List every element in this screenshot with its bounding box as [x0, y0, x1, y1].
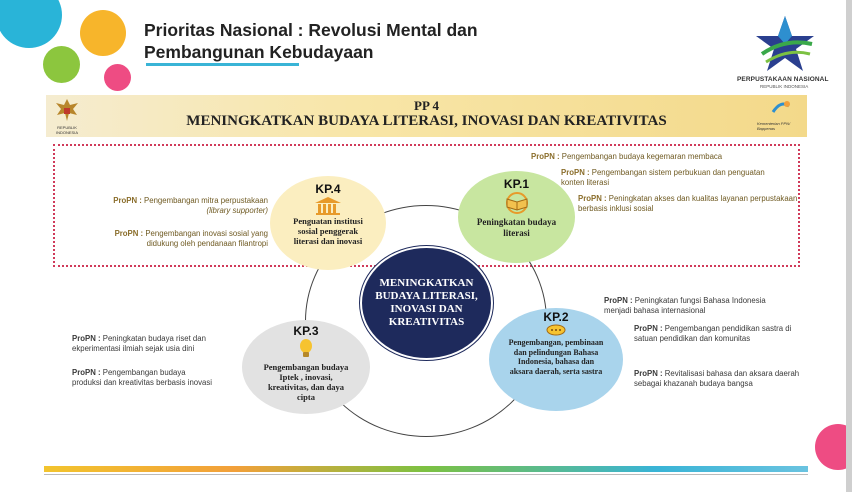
kp1-propn-3: [578, 194, 800, 214]
kp4-propn-1-sub: (library supporter): [206, 206, 268, 215]
kp1-text: Peningkatan budaya literasi: [476, 217, 557, 238]
kp3-propn-1-sub: ekperimentasi ilmiah sejak usia dini: [72, 344, 195, 353]
kp3-propn-1-main: Peningkatan budaya riset dan: [102, 334, 206, 343]
kp2-propn-3: [634, 369, 814, 389]
kp1-circle: [458, 171, 575, 263]
window-edge: [846, 0, 852, 492]
center-goal-circle: [360, 246, 493, 360]
propn-label: ProPN :: [531, 152, 560, 161]
speech-icon: [545, 324, 567, 338]
kp3-title: KP.3: [293, 324, 319, 338]
bappenas-logo-icon: [769, 98, 793, 118]
decor-circle-orange: [80, 10, 126, 56]
propn-label: ProPN :: [72, 368, 101, 377]
kp3-propn-2-main: Pengembangan budaya: [102, 368, 186, 377]
lightbulb-icon: [298, 338, 314, 360]
propn-label: ProPN :: [634, 324, 663, 333]
title-underline: [146, 63, 299, 66]
kp1-propn-2: [561, 168, 781, 188]
kp2-propn-2: [634, 324, 814, 344]
kp1-propn-1: [531, 152, 761, 162]
kp1-propn-2-text: Pengembangan sistem perbukuan dan penguatan konten literasi: [561, 168, 765, 187]
banner-line2: MENINGKATKAN BUDAYA LITERASI, INOVASI DAN KREATIVITAS: [186, 113, 667, 129]
garuda-label: REPUBLIK INDONESIA: [55, 125, 78, 135]
center-goal-text: MENINGKATKAN BUDAYA LITERASI, INOVASI DAN KREATIVITAS: [375, 277, 478, 328]
propn-label: ProPN :: [72, 334, 101, 343]
kp2-title: KP.2: [543, 310, 569, 324]
kp4-propn-2: [58, 229, 268, 249]
propn-label: ProPN :: [634, 369, 663, 378]
propn-label: ProPN :: [578, 194, 607, 203]
star-logo-icon: [752, 14, 818, 76]
kp3-text: Pengembangan budaya Iptek , inovasi, kreativitas, dan daya cipta: [263, 362, 349, 402]
logo-name: PERPUSTAKAAN NASIONAL: [737, 76, 829, 83]
propn-label: ProPN :: [604, 296, 633, 305]
kp2-propn-3-text: Revitalisasi bahasa dan aksara daerah sebagai khazanah budaya bangsa: [634, 369, 800, 388]
footer-line: [44, 474, 808, 475]
kp2-propn-1: [604, 296, 794, 316]
kp3-circle: [242, 320, 370, 414]
page-title-line1: Prioritas Nasional : Revolusi Mental dan: [144, 20, 478, 40]
kp2-propn-2-text: Pengembangan pendidikan sastra di satuan pendidikan dan komunitas: [634, 324, 792, 343]
kp1-propn-1-text: Pengembangan budaya kegemaran membaca: [561, 152, 723, 161]
kp4-propn-1: [58, 196, 268, 216]
kp1-propn-3-text: Peningkatan akses dan kualitas layanan perpustakaan berbasis inklusi sosial: [578, 194, 798, 213]
kp4-text: Penguatan institusi sosial penggerak literasi dan inovasi: [293, 216, 363, 246]
kp2-text: Pengembangan, pembinaan dan pelindungan Bahasa Indonesia, bahasa dan aksara daerah, serta sastra: [508, 338, 604, 376]
logo-sub: REPUBLIK INDONESIA: [760, 84, 809, 89]
kp4-propn-2-main: Pengembangan inovasi sosial yang: [145, 229, 268, 238]
bappenas-label: Kementerian PPN/ Bappenas: [757, 121, 791, 131]
kp1-title: KP.1: [503, 177, 530, 191]
decor-circle-pink: [104, 64, 131, 91]
kp3-propn-2-sub: produksi dan kreativitas berbasis inovasi: [72, 378, 212, 387]
propn-label: ProPN :: [114, 229, 144, 238]
building-icon: [314, 196, 342, 216]
kp2-circle: [489, 308, 623, 411]
book-icon: [500, 191, 534, 215]
page-title: [144, 19, 478, 63]
page-title-line2: Pembangunan Kebudayaan: [144, 42, 374, 62]
kp2-propn-1-text: Peningkatan fungsi Bahasa Indonesia menjadi bahasa internasional: [604, 296, 766, 315]
kp4-title: KP.4: [315, 182, 341, 196]
kp4-propn-1-main: Pengembangan mitra perpustakaan: [144, 196, 268, 205]
decor-circle-green: [43, 46, 80, 83]
banner-line1: PP 4: [414, 98, 439, 113]
propn-label: ProPN :: [113, 196, 142, 205]
kp4-propn-2-sub: didukung oleh pendanaan filantropi: [146, 239, 268, 248]
footer-color-bar: [44, 466, 808, 472]
decor-circle-blue: [0, 0, 62, 48]
kp3-propn-2: [72, 368, 237, 388]
kp4-circle: [270, 176, 386, 270]
kp3-propn-1: [72, 334, 242, 354]
pp4-banner: [46, 95, 807, 137]
propn-label: ProPN :: [561, 168, 590, 177]
